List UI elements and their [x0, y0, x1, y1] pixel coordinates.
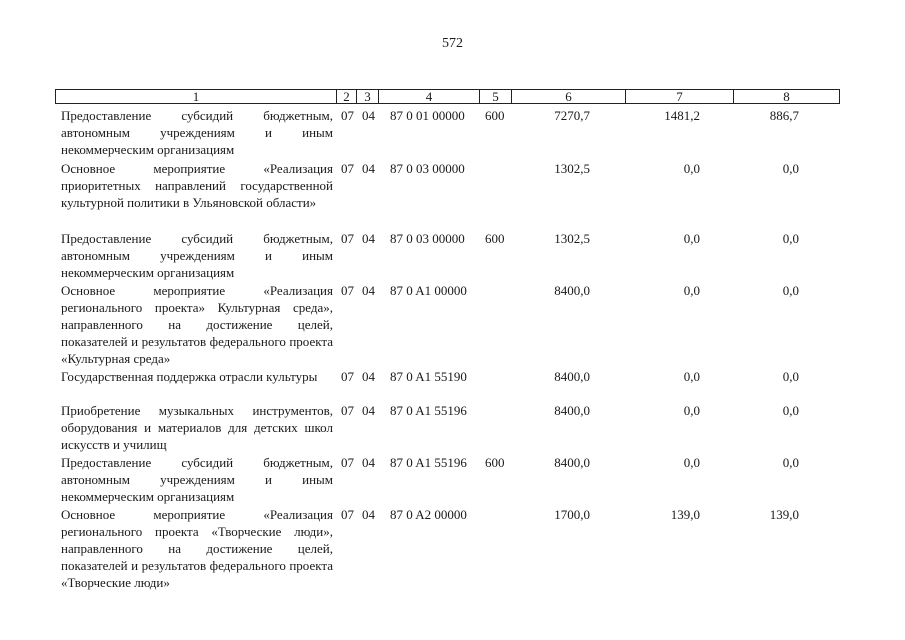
row-name: Приобретение музыкальных инструментов, оборудования и материалов для детских школ искусств и училищ	[61, 403, 333, 452]
row-subsection: 04	[362, 231, 375, 246]
row-value-col8: 0,0	[782, 455, 799, 470]
row-section: 07	[341, 283, 354, 298]
row-subsection: 04	[362, 161, 375, 176]
row-value-col7: 0,0	[683, 455, 700, 470]
row-value-col7: 0,0	[683, 161, 700, 176]
row-section: 07	[341, 403, 354, 418]
header-col-6: 6	[512, 89, 626, 104]
row-section: 07	[341, 108, 354, 123]
header-col-8: 8	[734, 89, 840, 104]
row-value-col6: 8400,0	[554, 283, 590, 298]
row-value-col8: 0,0	[782, 403, 799, 418]
row-name: Государственная поддержка отрасли культуры	[61, 369, 318, 384]
row-value-col8: 0,0	[782, 283, 799, 298]
row-name: Основное мероприятие «Реализация регионального проекта «Творческие люди», направленного на достижение целей, показателей и результатов федерального проекта «Творческие люди»	[61, 507, 333, 590]
page-number: 572	[442, 36, 463, 51]
row-section: 07	[341, 507, 354, 522]
row-expense-type: 600	[485, 455, 505, 470]
row-value-col7: 1481,2	[664, 108, 700, 123]
row-value-col8: 139,0	[769, 507, 799, 522]
row-subsection: 04	[362, 507, 375, 522]
row-value-col7: 0,0	[683, 369, 700, 384]
row-value-col6: 8400,0	[554, 403, 590, 418]
row-value-col6: 1302,5	[554, 161, 590, 176]
row-target-article: 87 0 A1 55190	[390, 369, 467, 384]
row-expense-type: 600	[485, 231, 505, 246]
row-section: 07	[341, 455, 354, 470]
row-target-article: 87 0 03 00000	[390, 161, 465, 176]
header-col-5: 5	[480, 89, 512, 104]
row-value-col8: 0,0	[782, 231, 799, 246]
row-target-article: 87 0 A2 00000	[390, 507, 467, 522]
row-expense-type: 600	[485, 108, 505, 123]
row-value-col7: 139,0	[670, 507, 700, 522]
row-value-col6: 8400,0	[554, 369, 590, 384]
row-target-article: 87 0 A1 00000	[390, 283, 467, 298]
row-value-col6: 8400,0	[554, 455, 590, 470]
row-target-article: 87 0 01 00000	[390, 108, 465, 123]
row-subsection: 04	[362, 455, 375, 470]
row-section: 07	[341, 369, 354, 384]
row-value-col6: 1302,5	[554, 231, 590, 246]
row-value-col7: 0,0	[683, 231, 700, 246]
row-value-col8: 886,7	[769, 108, 799, 123]
row-value-col7: 0,0	[683, 403, 700, 418]
row-name: Основное мероприятие «Реализация приоритетных направлений государственной культурной политики в Ульяновской области»	[61, 161, 333, 210]
row-name: Основное мероприятие «Реализация регионального проекта» Культурная среда», направленного на достижение целей, показателей и результатов федерального проекта «Культурная среда»	[61, 283, 333, 366]
row-section: 07	[341, 231, 354, 246]
header-col-2: 2	[337, 89, 357, 104]
row-value-col8: 0,0	[782, 161, 799, 176]
header-col-4: 4	[379, 89, 480, 104]
row-name: Предоставление субсидий бюджетным, автономным учреждениям и иным некоммерческим организациям	[61, 455, 333, 504]
header-col-3: 3	[357, 89, 379, 104]
row-target-article: 87 0 A1 55196	[390, 455, 467, 470]
row-value-col6: 7270,7	[554, 108, 590, 123]
row-subsection: 04	[362, 403, 375, 418]
row-name: Предоставление субсидий бюджетным, автономным учреждениям и иным некоммерческим организациям	[61, 108, 333, 157]
row-value-col6: 1700,0	[554, 507, 590, 522]
row-value-col8: 0,0	[782, 369, 799, 384]
row-subsection: 04	[362, 108, 375, 123]
row-target-article: 87 0 A1 55196	[390, 403, 467, 418]
row-section: 07	[341, 161, 354, 176]
row-subsection: 04	[362, 283, 375, 298]
header-col-7: 7	[626, 89, 734, 104]
row-target-article: 87 0 03 00000	[390, 231, 465, 246]
row-name: Предоставление субсидий бюджетным, автономным учреждениям и иным некоммерческим организациям	[61, 231, 333, 280]
row-subsection: 04	[362, 369, 375, 384]
header-col-1: 1	[55, 89, 337, 104]
row-value-col7: 0,0	[683, 283, 700, 298]
